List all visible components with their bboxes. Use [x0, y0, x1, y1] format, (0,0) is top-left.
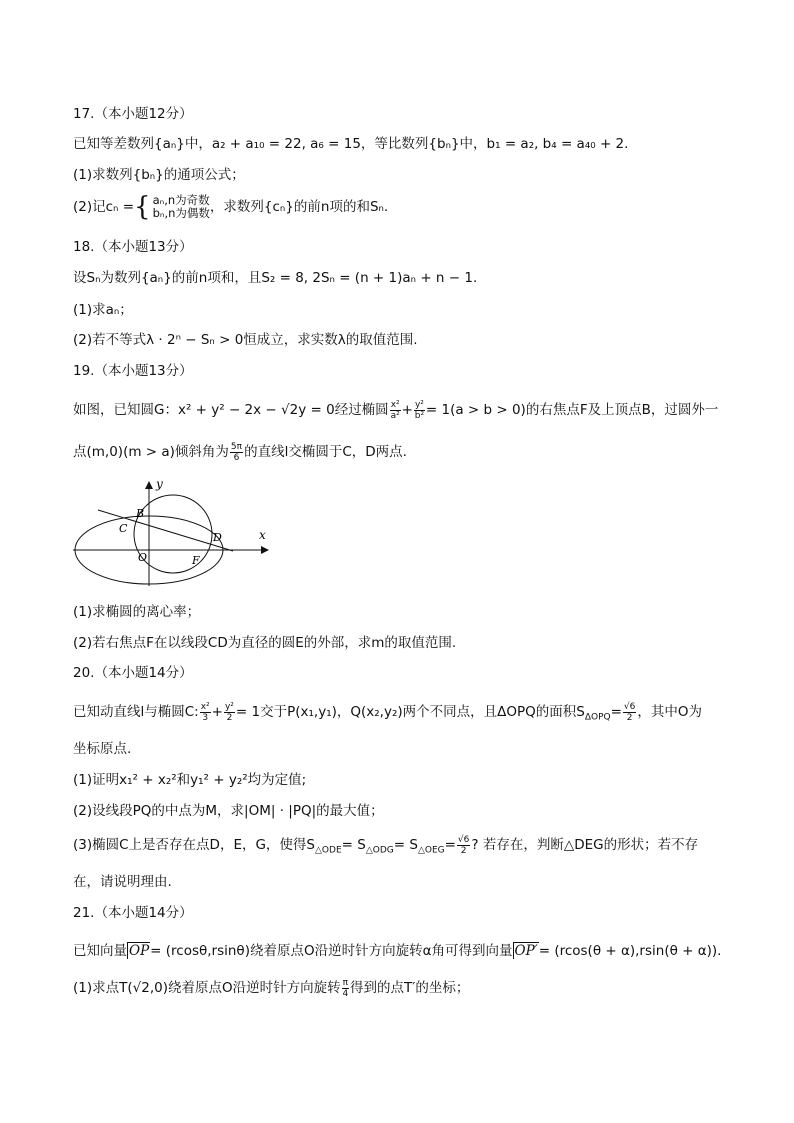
q20-part1: (1)证明x₁² + x₂²和y₁² + y₂²均为定值;	[73, 772, 307, 788]
q20-frac-sqrt6-2	[623, 702, 636, 723]
q19-frac-y2b2	[414, 400, 425, 421]
q18-part2: (2)若不等式λ · 2ⁿ − Sₙ > 0恒成立，求实数λ的取值范围.	[73, 332, 418, 348]
q19-frac3-den: 6	[233, 452, 240, 463]
q19-header: 19.（本小题13分）	[73, 363, 193, 379]
q20-eq: =	[610, 704, 622, 720]
q20-stem-line1	[73, 699, 702, 731]
q20-eq1: = S	[341, 837, 366, 853]
q20-sub-ode: △ODE	[315, 845, 342, 856]
q21-frac-pi4	[342, 978, 349, 999]
q21-frac-num: π	[342, 977, 349, 988]
q19-part1: (1)求椭圆的离心率；	[73, 604, 201, 620]
q19-stem-line1	[73, 398, 718, 422]
label-c: C	[119, 522, 128, 535]
q20-area-sub: ΔOPQ	[584, 712, 611, 723]
q20-frac4-num: √6	[457, 834, 470, 845]
q19-frac2-num: y²	[414, 399, 424, 410]
q20-frac-y2-2	[224, 702, 235, 723]
q21-frac-den: 4	[342, 988, 349, 999]
q21-stem	[73, 941, 721, 961]
q20-stem-line2: 坐标原点.	[73, 741, 132, 757]
q21-part1-a: (1)求点T(√2,0)绕着原点O沿逆时针方向旋转	[73, 980, 341, 996]
q20-frac1-den: 3	[202, 712, 209, 723]
label-o: O	[138, 551, 148, 564]
q20-part3-a: (3)椭圆C上是否存在点D，E，G，使得S	[73, 837, 316, 853]
q18-header: 18.（本小题13分）	[73, 239, 193, 255]
q18-part1: (1)求aₙ；	[73, 302, 133, 318]
q20-eq3: =	[444, 837, 456, 853]
q19-frac-x2a2	[390, 400, 401, 421]
q19-figure	[68, 474, 288, 596]
q19-frac1-den: a²	[390, 410, 400, 421]
q21-header: 21.（本小题14分）	[73, 905, 193, 921]
q21-part1	[73, 975, 469, 1001]
label-f: F	[192, 554, 200, 567]
q17-case2: bₙ,n为偶数	[152, 206, 210, 220]
q20-frac1-num: x²	[200, 701, 210, 712]
q20-frac4-den: 2	[460, 845, 467, 856]
q17-part2	[73, 192, 388, 222]
q20-frac3-den: 2	[626, 712, 633, 723]
q20-stem1-c: ，其中O为	[637, 704, 703, 720]
label-x: x	[259, 528, 266, 542]
q19-plus: +	[401, 402, 413, 418]
q19-frac1-num: x²	[390, 399, 400, 410]
q20-part3-line2: 在，请说明理由.	[73, 874, 172, 890]
q17-brace: {	[134, 192, 151, 222]
label-d: D	[213, 531, 222, 544]
q20-part3-line1	[73, 832, 698, 864]
q21-stem-a: 已知向量	[73, 943, 127, 959]
q20-stem1-b: = 1交于P(x₁,y₁)，Q(x₂,y₂)两个不同点，且ΔOPQ的面积S	[235, 704, 585, 720]
q20-part2: (2)设线段PQ的中点为M，求|OM| · |PQ|的最大值；	[73, 803, 384, 819]
q19-stem2-a: 点(m,0)(m > a)倾斜角为	[73, 444, 229, 460]
q17-part1: (1)求数列{bₙ}的通项公式；	[73, 167, 245, 183]
q20-frac2-num: y²	[224, 701, 234, 712]
q18-stem: 设Sₙ为数列{aₙ}的前n项和，且S₂ = 8, 2Sₙ = (n + 1)aₙ + n − 1.	[73, 270, 478, 286]
q19-frac2-den: b²	[414, 410, 425, 421]
q20-plus: +	[211, 704, 223, 720]
q17-stem: 已知等差数列{aₙ}中，a₂ + a₁₀ = 22, a₆ = 15，等比数列{bₙ}中，b₁ = a₂, b₄ = a₄₀ + 2.	[73, 136, 629, 152]
q19-stem-line2	[73, 440, 407, 464]
q17-part2-prefix: (2)记cₙ =	[73, 199, 135, 215]
q17-piecewise	[153, 194, 210, 220]
q20-frac-sqrt6-2b	[457, 835, 470, 856]
q20-frac3-num: √6	[623, 701, 636, 712]
q20-part3-b: ? 若存在，判断△DEG的形状；若不存	[471, 837, 699, 853]
q21-vector-op-prime: OP′	[514, 943, 538, 959]
q21-vector-op: OP	[129, 943, 150, 959]
q17-case1: aₙ,n为奇数	[152, 193, 210, 207]
label-y: y	[156, 477, 163, 491]
q17-header: 17.（本小题12分）	[73, 106, 193, 122]
label-b: B	[136, 507, 145, 520]
q21-part1-b: 得到的点T′的坐标；	[350, 980, 470, 996]
q17-part2-suffix: ，求数列{cₙ}的前n项的和Sₙ.	[209, 199, 389, 215]
q19-stem1-b: = 1(a > b > 0)的右焦点F及上顶点B，过圆外一	[425, 402, 719, 418]
q20-sub-oeg: △OEG	[417, 845, 445, 856]
q19-stem2-b: 的直线l交椭圆于C，D两点.	[244, 444, 407, 460]
q19-frac-5pi6	[230, 442, 243, 463]
q20-frac2-den: 2	[226, 712, 233, 723]
q20-header: 20.（本小题14分）	[73, 665, 193, 681]
q19-stem1-a: 如图，已知圆G：x² + y² − 2x − √2y = 0经过椭圆	[73, 402, 389, 418]
q20-eq2: = S	[393, 837, 418, 853]
q21-stem-b: = (rcosθ,rsinθ)绕着原点O沿逆时针方向旋转α角可得到向量	[150, 943, 513, 959]
q20-sub-odg: △ODG	[365, 845, 394, 856]
q19-part2: (2)若右焦点F在以线段CD为直径的圆E的外部，求m的取值范围.	[73, 635, 457, 651]
q21-stem-c: = (rcos(θ + α),rsin(θ + α)).	[538, 943, 722, 959]
q19-frac3-num: 5π	[230, 441, 243, 452]
q20-stem1-a: 已知动直线l与椭圆C:	[73, 704, 199, 720]
q20-frac-x2-3	[200, 702, 211, 723]
